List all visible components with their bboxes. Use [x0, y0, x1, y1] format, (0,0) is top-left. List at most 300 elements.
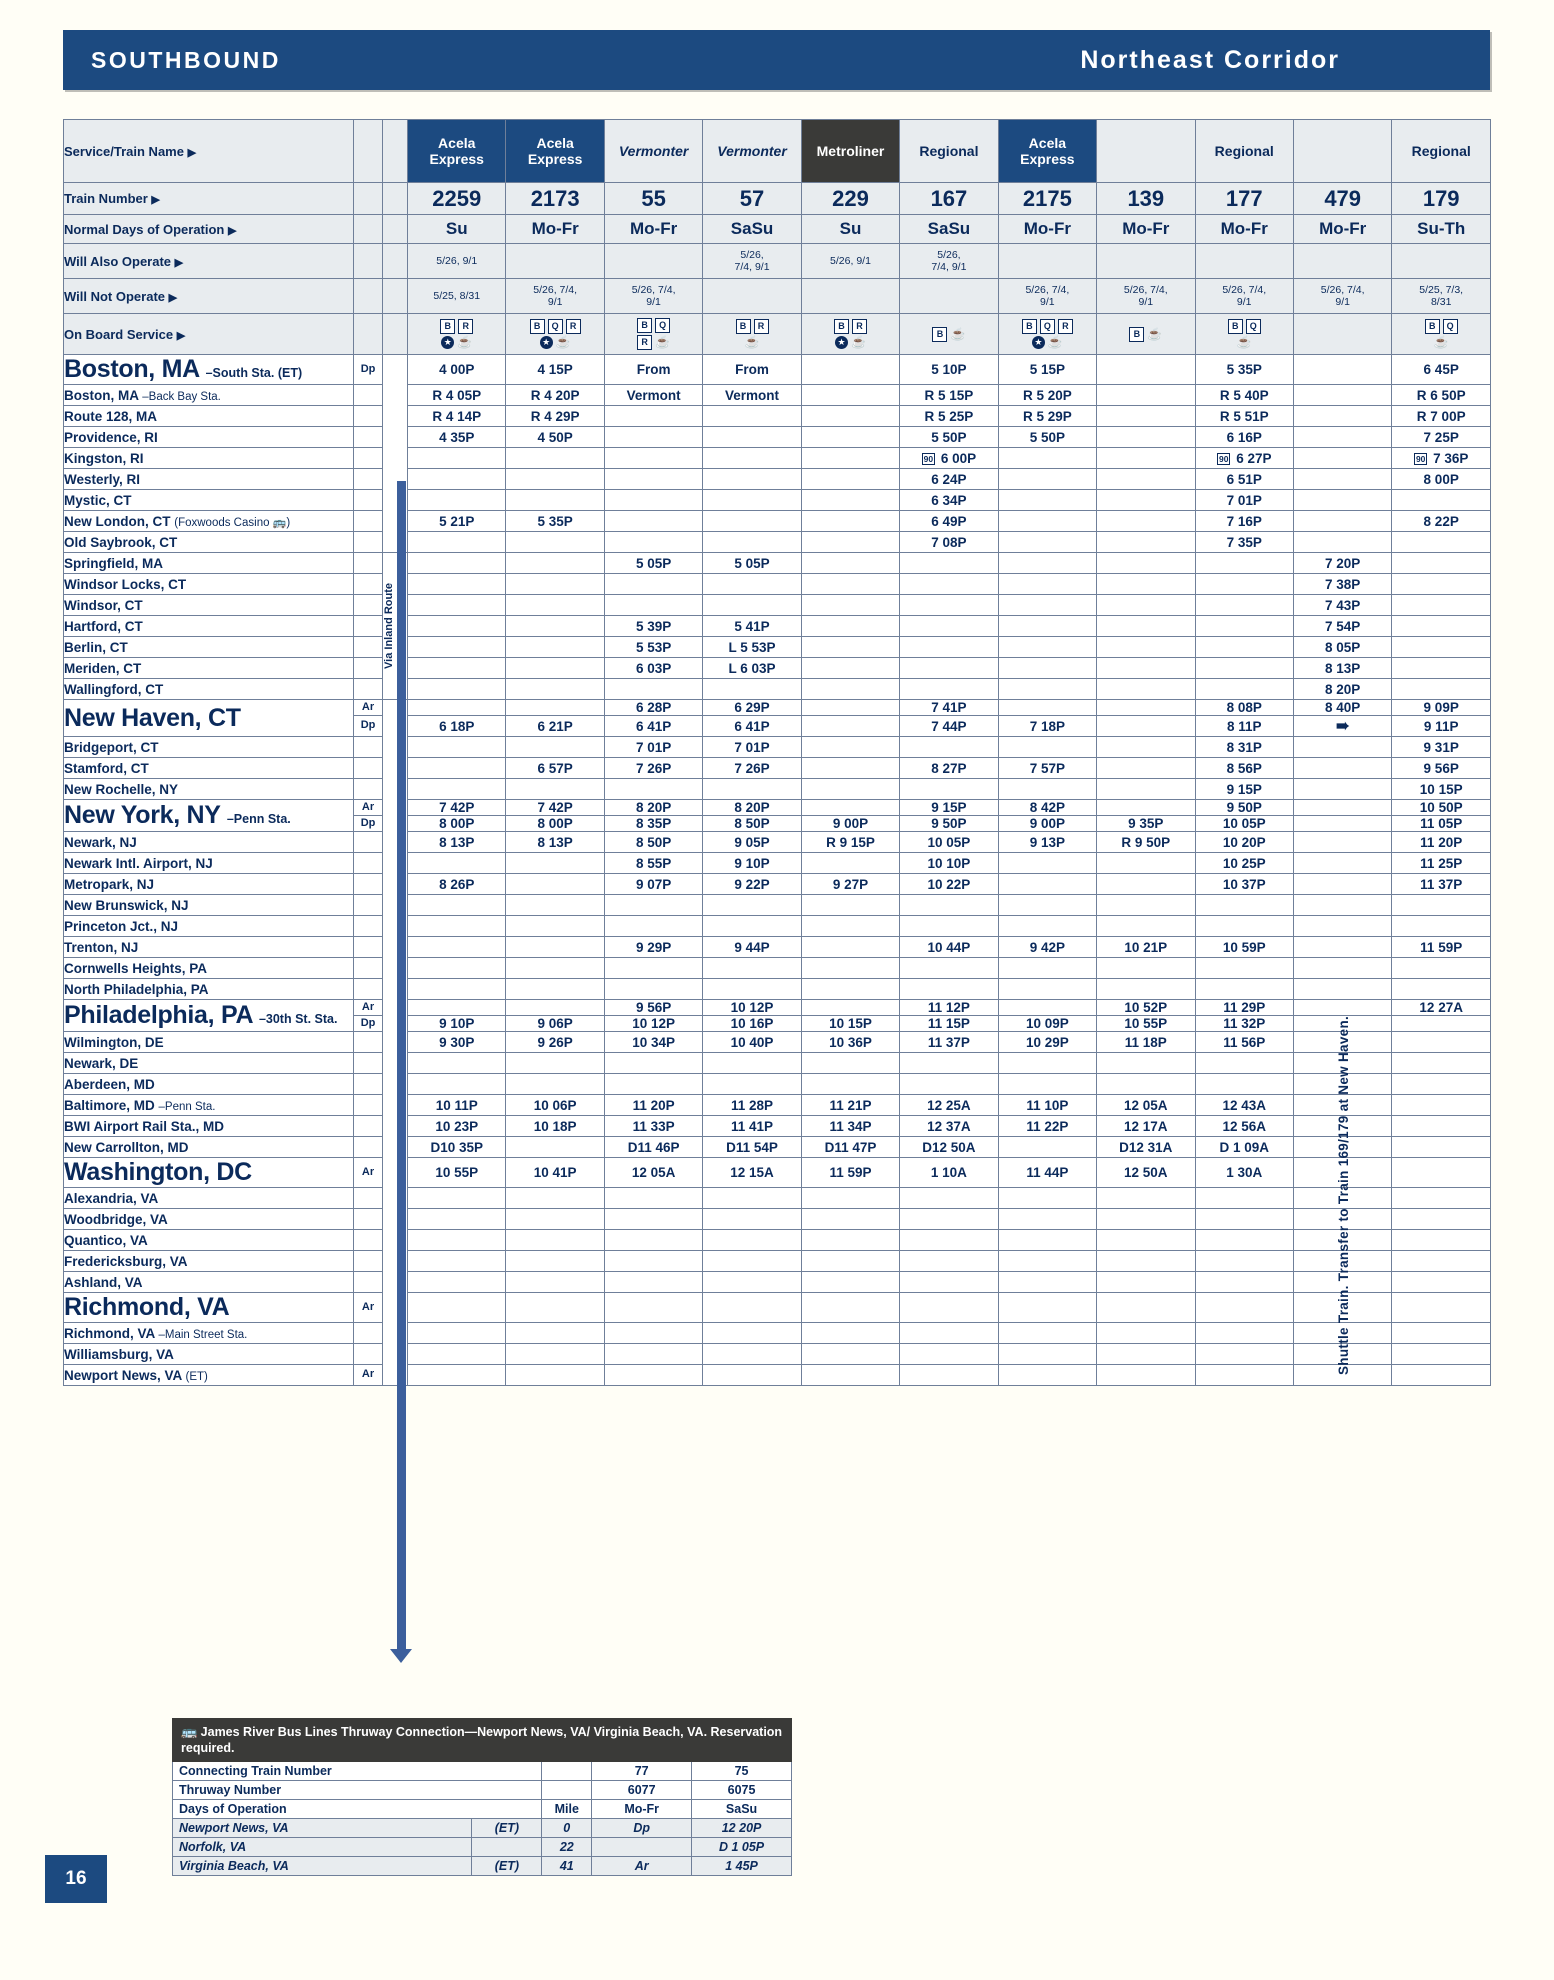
- time-cell: [506, 637, 604, 658]
- station-name: Mystic, CT: [64, 490, 354, 511]
- spacer-cell: [353, 244, 382, 279]
- time-cell: [1392, 1158, 1491, 1188]
- time-cell: D10 35P: [408, 1137, 506, 1158]
- onboard-2259: [408, 314, 506, 355]
- page-number: 16: [45, 1855, 107, 1903]
- onboard-2173: [506, 314, 604, 355]
- time-cell: [1195, 1209, 1293, 1230]
- time-cell: 7 54P: [1293, 616, 1391, 637]
- time-cell: 6 29P: [703, 700, 801, 716]
- time-cell: 11 37P: [900, 1032, 998, 1053]
- time-cell: [604, 469, 702, 490]
- will-also-operate-row: [64, 244, 1491, 279]
- time-cell: [703, 1074, 801, 1095]
- time-cell: D12 31A: [1097, 1137, 1195, 1158]
- time-cell: [604, 958, 702, 979]
- cafe-icon: ☕: [1047, 335, 1063, 349]
- time-cell: [703, 532, 801, 553]
- time-cell: 9 11P: [1392, 716, 1491, 737]
- time-cell: [801, 427, 899, 448]
- time-cell: 8 00P: [408, 816, 506, 832]
- time-cell: [506, 853, 604, 874]
- station-name: Windsor Locks, CT: [64, 574, 354, 595]
- time-cell: [998, 1251, 1096, 1272]
- thruway-stop-ardp: Dp: [592, 1819, 692, 1838]
- ardp-cell: [353, 637, 382, 658]
- direction-label: SOUTHBOUND: [91, 46, 281, 73]
- time-cell: [506, 737, 604, 758]
- will-also-57: 5/26, 7/4, 9/1: [703, 244, 801, 279]
- station-name: Old Saybrook, CT: [64, 532, 354, 553]
- ardp-cell: [353, 490, 382, 511]
- time-cell: 11 59P: [1392, 937, 1491, 958]
- time-cell: [703, 679, 801, 700]
- time-cell: 11 25P: [1392, 853, 1491, 874]
- time-cell: [1195, 1272, 1293, 1293]
- time-cell: 8 31P: [1195, 737, 1293, 758]
- time-cell: [408, 1074, 506, 1095]
- time-cell: 11 20P: [1392, 832, 1491, 853]
- station-name: Alexandria, VA: [64, 1188, 354, 1209]
- time-cell: 12 05A: [1097, 1095, 1195, 1116]
- time-cell: 5 39P: [604, 616, 702, 637]
- time-cell: [703, 406, 801, 427]
- time-cell: [801, 737, 899, 758]
- time-cell: [801, 658, 899, 679]
- station-row: [64, 595, 1491, 616]
- station-row: [64, 427, 1491, 448]
- cafe-icon: ☕: [744, 335, 760, 349]
- spacer-cell: [353, 314, 382, 355]
- time-cell: [1293, 758, 1391, 779]
- time-cell: 12 15A: [703, 1158, 801, 1188]
- time-cell: [801, 1000, 899, 1016]
- thruway-title: 🚌 James River Bus Lines Thruway Connection—Newport News, VA/ Virginia Beach, VA. Reservation required.: [173, 1719, 792, 1762]
- time-cell: [1097, 406, 1195, 427]
- time-cell: 9 06P: [506, 1016, 604, 1032]
- time-cell: [408, 553, 506, 574]
- time-cell: [1293, 853, 1391, 874]
- time-cell: [998, 979, 1096, 1000]
- station-name: Hartford, CT: [64, 616, 354, 637]
- time-cell: 5 15P: [998, 355, 1096, 385]
- will-not-479: 5/26, 7/4, 9/1: [1293, 279, 1391, 314]
- time-cell: [506, 532, 604, 553]
- will-not-55: 5/26, 7/4, 9/1: [604, 279, 702, 314]
- column-service-57: Vermonter: [703, 120, 801, 183]
- time-cell: [900, 979, 998, 1000]
- time-cell: [408, 895, 506, 916]
- ardp-cell: [353, 1053, 382, 1074]
- time-cell: 9 05P: [703, 832, 801, 853]
- spacer-cell: [383, 314, 408, 355]
- time-cell: [900, 958, 998, 979]
- time-cell: 10 12P: [703, 1000, 801, 1016]
- time-cell: [408, 532, 506, 553]
- days-177: Mo-Fr: [1195, 215, 1293, 244]
- time-cell: 8 56P: [1195, 758, 1293, 779]
- time-cell: [1097, 427, 1195, 448]
- time-cell: 8 05P: [1293, 637, 1391, 658]
- onboard-479: [1293, 314, 1391, 355]
- time-cell: [1293, 800, 1391, 816]
- time-cell: [1097, 1074, 1195, 1095]
- station-name: New Carrollton, MD: [64, 1137, 354, 1158]
- time-cell: [408, 958, 506, 979]
- time-cell: [801, 616, 899, 637]
- time-cell: [604, 1188, 702, 1209]
- time-cell: [900, 916, 998, 937]
- time-cell: 5 21P: [408, 511, 506, 532]
- service-code-B: B: [637, 318, 652, 333]
- time-cell: 4 00P: [408, 355, 506, 385]
- cafe-icon: ☕: [555, 335, 571, 349]
- time-cell: From: [703, 355, 801, 385]
- time-cell: 5 35P: [1195, 355, 1293, 385]
- bus-connection-badge: 90: [1415, 453, 1426, 464]
- will-also-479: [1293, 244, 1391, 279]
- time-cell: [506, 779, 604, 800]
- station-row: [64, 469, 1491, 490]
- time-cell: R 6 50P: [1392, 385, 1491, 406]
- time-cell: 12 25A: [900, 1095, 998, 1116]
- time-cell: 11 28P: [703, 1095, 801, 1116]
- time-cell: [801, 895, 899, 916]
- station-name: Newark, NJ: [64, 832, 354, 853]
- time-cell: 7 01P: [1195, 490, 1293, 511]
- ardp-cell: Ar: [353, 1158, 382, 1188]
- time-cell: [1195, 1323, 1293, 1344]
- time-cell: 9 29P: [604, 937, 702, 958]
- time-cell: [998, 469, 1096, 490]
- will-not-229: [801, 279, 899, 314]
- time-cell: [408, 1251, 506, 1272]
- time-cell: [506, 895, 604, 916]
- time-cell: Vermont: [703, 385, 801, 406]
- time-cell: [998, 448, 1096, 469]
- time-cell: [604, 448, 702, 469]
- time-cell: 9 15P: [1195, 779, 1293, 800]
- time-cell: [1392, 1344, 1491, 1365]
- time-cell: [1392, 1074, 1491, 1095]
- station-name: Woodbridge, VA: [64, 1209, 354, 1230]
- station-row: [64, 448, 1491, 469]
- thruway-stop-ardp: [592, 1838, 692, 1857]
- service-code-Q: Q: [1246, 319, 1261, 334]
- time-cell: [1392, 574, 1491, 595]
- ardp-cell: [353, 595, 382, 616]
- station-name: BWI Airport Rail Sta., MD: [64, 1116, 354, 1137]
- time-cell: [801, 448, 899, 469]
- time-cell: [801, 958, 899, 979]
- spacer-cell: [383, 244, 408, 279]
- service-code-Q: Q: [1040, 319, 1055, 334]
- time-cell: [703, 490, 801, 511]
- time-cell: [506, 616, 604, 637]
- time-cell: [506, 469, 604, 490]
- time-cell: [1195, 637, 1293, 658]
- station-name: Washington, DC: [64, 1158, 354, 1188]
- station-row: [64, 574, 1491, 595]
- time-cell: [801, 979, 899, 1000]
- time-cell: 7 41P: [900, 700, 998, 716]
- time-cell: [1097, 490, 1195, 511]
- train-number-row: [64, 183, 1491, 215]
- time-cell: [703, 958, 801, 979]
- time-cell: 8 35P: [604, 816, 702, 832]
- train-number-57: 57: [703, 183, 801, 215]
- station-row: [64, 1074, 1491, 1095]
- time-cell: [801, 937, 899, 958]
- thruway-label: Thruway Number: [173, 1781, 542, 1800]
- thruway-mile-header: Mile: [542, 1800, 592, 1819]
- spacer-cell: [353, 279, 382, 314]
- time-cell: 11 22P: [998, 1116, 1096, 1137]
- time-cell: [1097, 511, 1195, 532]
- time-cell: 12 17A: [1097, 1116, 1195, 1137]
- ardp-cell: [353, 574, 382, 595]
- time-cell: [1195, 916, 1293, 937]
- station-name: Kingston, RI: [64, 448, 354, 469]
- time-cell: 8 20P: [604, 800, 702, 816]
- time-cell: [703, 595, 801, 616]
- time-cell: 12 50A: [1097, 1158, 1195, 1188]
- time-cell: L 5 53P: [703, 637, 801, 658]
- time-cell: 7 44P: [900, 716, 998, 737]
- ardp-cell: [353, 916, 382, 937]
- station-row: [64, 895, 1491, 916]
- onboard-55: [604, 314, 702, 355]
- time-cell: 90 6 27P: [1195, 448, 1293, 469]
- time-cell: [1097, 779, 1195, 800]
- time-cell: [1195, 958, 1293, 979]
- time-cell: [703, 779, 801, 800]
- thruway-stop-mile: 22: [542, 1838, 592, 1857]
- time-cell: 10 52P: [1097, 1000, 1195, 1016]
- time-cell: [506, 1074, 604, 1095]
- time-cell: [408, 574, 506, 595]
- time-cell: [703, 427, 801, 448]
- thruway-mile-header: [542, 1762, 592, 1781]
- time-cell: [1392, 1272, 1491, 1293]
- station-row: [64, 1053, 1491, 1074]
- time-cell: [801, 758, 899, 779]
- time-cell: [801, 716, 899, 737]
- time-cell: 9 30P: [408, 1032, 506, 1053]
- time-cell: [703, 1053, 801, 1074]
- time-cell: [703, 1323, 801, 1344]
- time-cell: [1293, 895, 1391, 916]
- time-cell: [1097, 874, 1195, 895]
- ardp-cell: [353, 1209, 382, 1230]
- time-cell: [998, 895, 1096, 916]
- time-cell: [604, 406, 702, 427]
- station-row: [64, 616, 1491, 637]
- time-cell: 7 26P: [703, 758, 801, 779]
- time-cell: 10 36P: [801, 1032, 899, 1053]
- time-cell: 5 53P: [604, 637, 702, 658]
- time-cell: 12 43A: [1195, 1095, 1293, 1116]
- time-cell: [801, 637, 899, 658]
- cafe-icon: ☕: [655, 335, 671, 349]
- shuttle-train-note: Shuttle Train. Transfer to Train 169/179 at New Haven.: [1336, 1015, 1351, 1375]
- time-cell: 11 18P: [1097, 1032, 1195, 1053]
- time-cell: 10 05P: [900, 832, 998, 853]
- station-name: Westerly, RI: [64, 469, 354, 490]
- station-row: [64, 385, 1491, 406]
- time-cell: 9 31P: [1392, 737, 1491, 758]
- station-row: [64, 937, 1491, 958]
- time-cell: [1097, 737, 1195, 758]
- column-service-2259: Acela Express: [408, 120, 506, 183]
- will-also-167: 5/26, 7/4, 9/1: [900, 244, 998, 279]
- time-cell: 8 08P: [1195, 700, 1293, 716]
- column-service-2173: Acela Express: [506, 120, 604, 183]
- time-cell: [900, 1074, 998, 1095]
- time-cell: D11 47P: [801, 1137, 899, 1158]
- cafe-icon: ☕: [457, 335, 473, 349]
- station-row: [64, 1095, 1491, 1116]
- time-cell: [1293, 406, 1391, 427]
- station-name: Bridgeport, CT: [64, 737, 354, 758]
- time-cell: [1097, 469, 1195, 490]
- time-cell: [604, 895, 702, 916]
- time-cell: [604, 532, 702, 553]
- time-cell: [801, 469, 899, 490]
- service-code-B: B: [932, 327, 947, 342]
- will-not-57: [703, 279, 801, 314]
- time-cell: [998, 574, 1096, 595]
- time-cell: 6 45P: [1392, 355, 1491, 385]
- station-name: New York, NY –Penn Sta.: [64, 800, 354, 832]
- time-cell: [1097, 1272, 1195, 1293]
- time-cell: 8 13P: [506, 832, 604, 853]
- time-cell: [998, 1344, 1096, 1365]
- ardp-cell: Dp: [353, 716, 382, 737]
- time-cell: R 5 29P: [998, 406, 1096, 427]
- station-row: [64, 758, 1491, 779]
- time-cell: [408, 1272, 506, 1293]
- will-not-139: 5/26, 7/4, 9/1: [1097, 279, 1195, 314]
- time-cell: 7 26P: [604, 758, 702, 779]
- thruway-col1: 6077: [592, 1781, 692, 1800]
- service-code-B: B: [1129, 327, 1144, 342]
- time-cell: [703, 1272, 801, 1293]
- corridor-label: Northeast Corridor: [1080, 45, 1340, 74]
- station-row: [64, 1323, 1491, 1344]
- spacer-cell: [383, 183, 408, 215]
- time-cell: [506, 490, 604, 511]
- time-cell: 5 05P: [604, 553, 702, 574]
- station-name: Providence, RI: [64, 427, 354, 448]
- time-cell: 7 42P: [506, 800, 604, 816]
- station-row: [64, 1209, 1491, 1230]
- time-cell: 8 20P: [703, 800, 801, 816]
- column-service-167: Regional: [900, 120, 998, 183]
- time-cell: [703, 1230, 801, 1251]
- time-cell: [1392, 616, 1491, 637]
- station-row: [64, 1032, 1491, 1053]
- time-cell: 10 37P: [1195, 874, 1293, 895]
- station-row: [64, 779, 1491, 800]
- thruway-stop-name: Virginia Beach, VA: [173, 1857, 472, 1876]
- time-cell: [506, 916, 604, 937]
- time-cell: [604, 1365, 702, 1386]
- station-row: [64, 1000, 1491, 1016]
- time-cell: 8 50P: [604, 832, 702, 853]
- time-cell: [998, 637, 1096, 658]
- time-cell: [900, 1365, 998, 1386]
- thruway-info-row: [173, 1762, 792, 1781]
- time-cell: 8 26P: [408, 874, 506, 895]
- time-cell: 11 56P: [1195, 1032, 1293, 1053]
- time-cell: 10 09P: [998, 1016, 1096, 1032]
- time-cell: 10 20P: [1195, 832, 1293, 853]
- time-cell: [1097, 637, 1195, 658]
- time-cell: 8 00P: [506, 816, 604, 832]
- time-cell: 10 22P: [900, 874, 998, 895]
- ardp-cell: [353, 937, 382, 958]
- time-cell: 10 29P: [998, 1032, 1096, 1053]
- ardp-cell: Ar: [353, 1365, 382, 1386]
- time-cell: [1392, 895, 1491, 916]
- will-not-operate-row: [64, 279, 1491, 314]
- time-cell: 7 20P: [1293, 553, 1391, 574]
- time-cell: [1195, 1251, 1293, 1272]
- time-cell: 7 38P: [1293, 574, 1391, 595]
- ardp-cell: [353, 679, 382, 700]
- onboard-2175: [998, 314, 1096, 355]
- ardp-cell: [353, 1137, 382, 1158]
- time-cell: [1097, 574, 1195, 595]
- time-cell: [900, 1323, 998, 1344]
- days-479: Mo-Fr: [1293, 215, 1391, 244]
- will-also-2259: 5/26, 9/1: [408, 244, 506, 279]
- time-cell: 4 15P: [506, 355, 604, 385]
- time-cell: 12 37A: [900, 1116, 998, 1137]
- time-cell: 9 13P: [998, 832, 1096, 853]
- ardp-cell: [353, 1230, 382, 1251]
- time-cell: [900, 1344, 998, 1365]
- will-not-167: [900, 279, 998, 314]
- time-cell: [1097, 1188, 1195, 1209]
- station-name: Berlin, CT: [64, 637, 354, 658]
- time-cell: [998, 490, 1096, 511]
- time-cell: 9 26P: [506, 1032, 604, 1053]
- time-cell: [408, 1293, 506, 1323]
- ardp-cell: [353, 616, 382, 637]
- time-cell: 7 35P: [1195, 532, 1293, 553]
- time-cell: 11 05P: [1392, 816, 1491, 832]
- station-name: Wallingford, CT: [64, 679, 354, 700]
- station-name: Newark Intl. Airport, NJ: [64, 853, 354, 874]
- time-cell: [703, 469, 801, 490]
- days-167: SaSu: [900, 215, 998, 244]
- time-cell: [801, 779, 899, 800]
- time-cell: [604, 1053, 702, 1074]
- time-cell: [1097, 385, 1195, 406]
- time-cell: [703, 895, 801, 916]
- time-cell: [408, 700, 506, 716]
- time-cell: [900, 553, 998, 574]
- time-cell: 90 6 00P: [900, 448, 998, 469]
- accessible-icon: ★: [441, 336, 454, 349]
- time-cell: 10 15P: [801, 1016, 899, 1032]
- column-service-139: [1097, 120, 1195, 183]
- time-cell: 9 56P: [604, 1000, 702, 1016]
- time-cell: [1392, 1365, 1491, 1386]
- train-number-139: 139: [1097, 183, 1195, 215]
